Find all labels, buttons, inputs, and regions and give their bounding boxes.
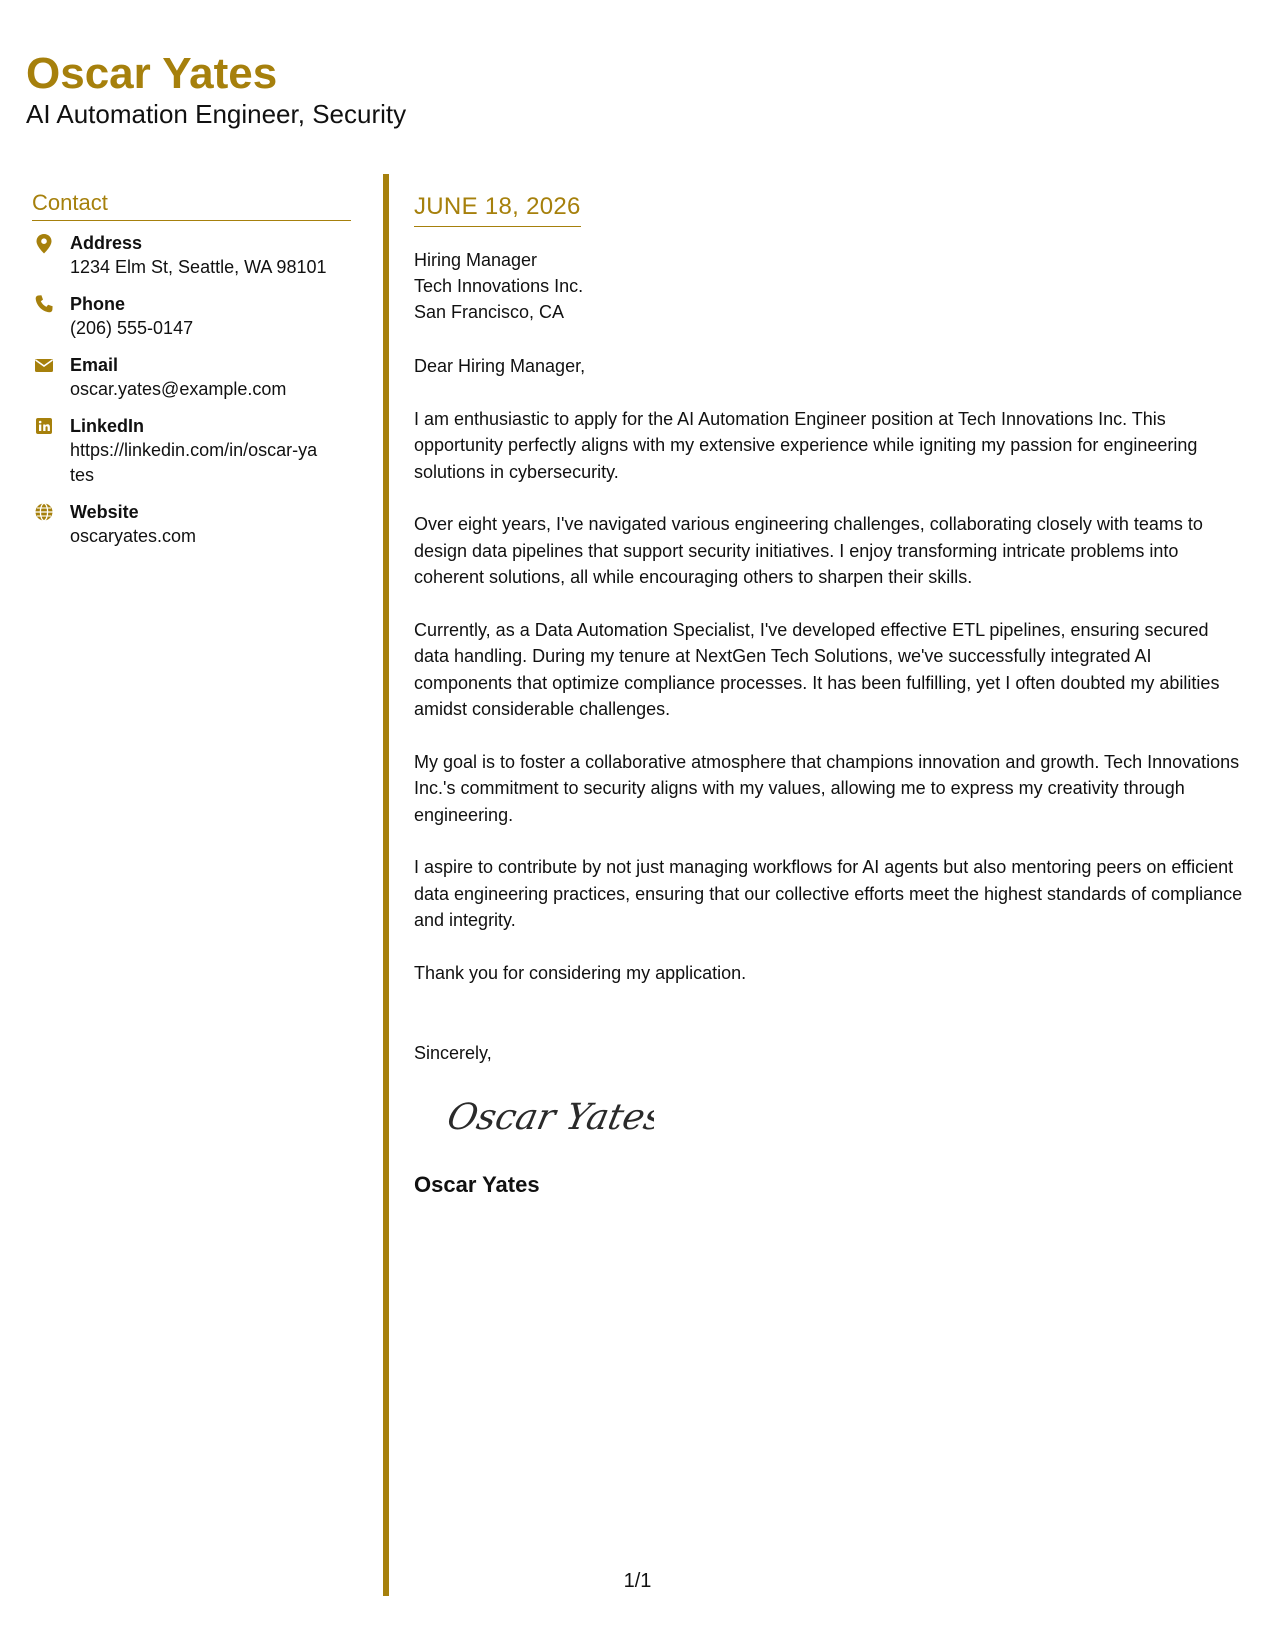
contact-heading: Contact [32,188,351,221]
address-value: 1234 Elm St, Seattle, WA 98101 [70,257,327,277]
linkedin-label: LinkedIn [70,416,145,436]
contact-item-website [32,500,351,549]
contact-sidebar [32,188,351,561]
recipient-company: Tech Innovations Inc. [414,276,584,296]
paragraph: My goal is to foster a collaborative atmosphere that champions innovation and growth. Tech Innovations Inc.'s commitment to security aligns with my values, allowing me to express my creativity through engineering. [414,751,1240,825]
vertical-divider [383,174,389,1596]
linkedin-url[interactable]: https://linkedin.com/in/oscar-yates [70,440,318,485]
paragraph: Currently, as a Data Automation Specialist, I've developed effective ETL pipelines, ensuring secured data handling. During my tenure at NextGen Tech Solutions, we've successfully integrated AI components that optimize compliance processes. It has been fulfilling, yet I often doubted my abilities amidst considerable challenges. [414,619,1220,719]
recipient-name: Hiring Manager [414,250,538,270]
globe-icon [34,502,54,522]
paragraph: Over eight years, I've navigated various engineering challenges, collaborating closely with teams to design data pipelines that support security initiatives. I enjoy transforming intricate problems into coherent solutions, all while encouraging others to sharpen their skills. [414,514,1203,587]
map-pin-icon [34,233,54,253]
website-value[interactable]: oscaryates.com [70,526,197,546]
recipient-location: San Francisco, CA [414,302,565,322]
phone-value: (206) 555-0147 [70,318,194,338]
paragraph: I aspire to contribute by not just managing workflows for AI agents but also mentoring peers on efficient data engineering practices, ensuring that our collective efforts meet the highest standards of compliance and integrity. [414,857,1243,930]
phone-icon [34,294,54,314]
address-label: Address [70,233,143,253]
header [26,48,406,130]
contact-list [32,231,351,549]
contact-item-linkedin [32,414,351,488]
letter-body [414,190,1244,1199]
linkedin-value [70,438,351,488]
email-label: Email [70,355,119,375]
website-label: Website [70,502,139,522]
paragraph: Thank you for considering my application. [414,962,747,983]
signature-text: Oscar Yates [444,1094,654,1138]
letter-date: JUNE 18, 2026 [414,190,581,227]
contact-item-address [32,231,351,280]
linkedin-icon [34,416,54,436]
job-title: AI Automation Engineer, Security [26,99,407,129]
contact-item-email [32,353,351,402]
email-value: oscar.yates@example.com [70,379,287,399]
handwritten-signature [444,1089,1244,1149]
page-number: 1/1 [623,1570,652,1592]
applicant-name: Oscar Yates [26,49,278,98]
signed-name: Oscar Yates [414,1171,540,1197]
recipient-block [414,247,1244,325]
salutation: Dear Hiring Manager, [414,356,586,376]
contact-item-phone [32,292,351,341]
closing: Sincerely, [414,1043,492,1063]
phone-label: Phone [70,294,126,314]
envelope-icon [34,355,54,375]
paragraph: I am enthusiastic to apply for the AI Automation Engineer position at Tech Innovations Inc. This opportunity perfectly aligns with my extensive experience while igniting my passion for engineering solutions in cybersecurity. [414,408,1198,482]
